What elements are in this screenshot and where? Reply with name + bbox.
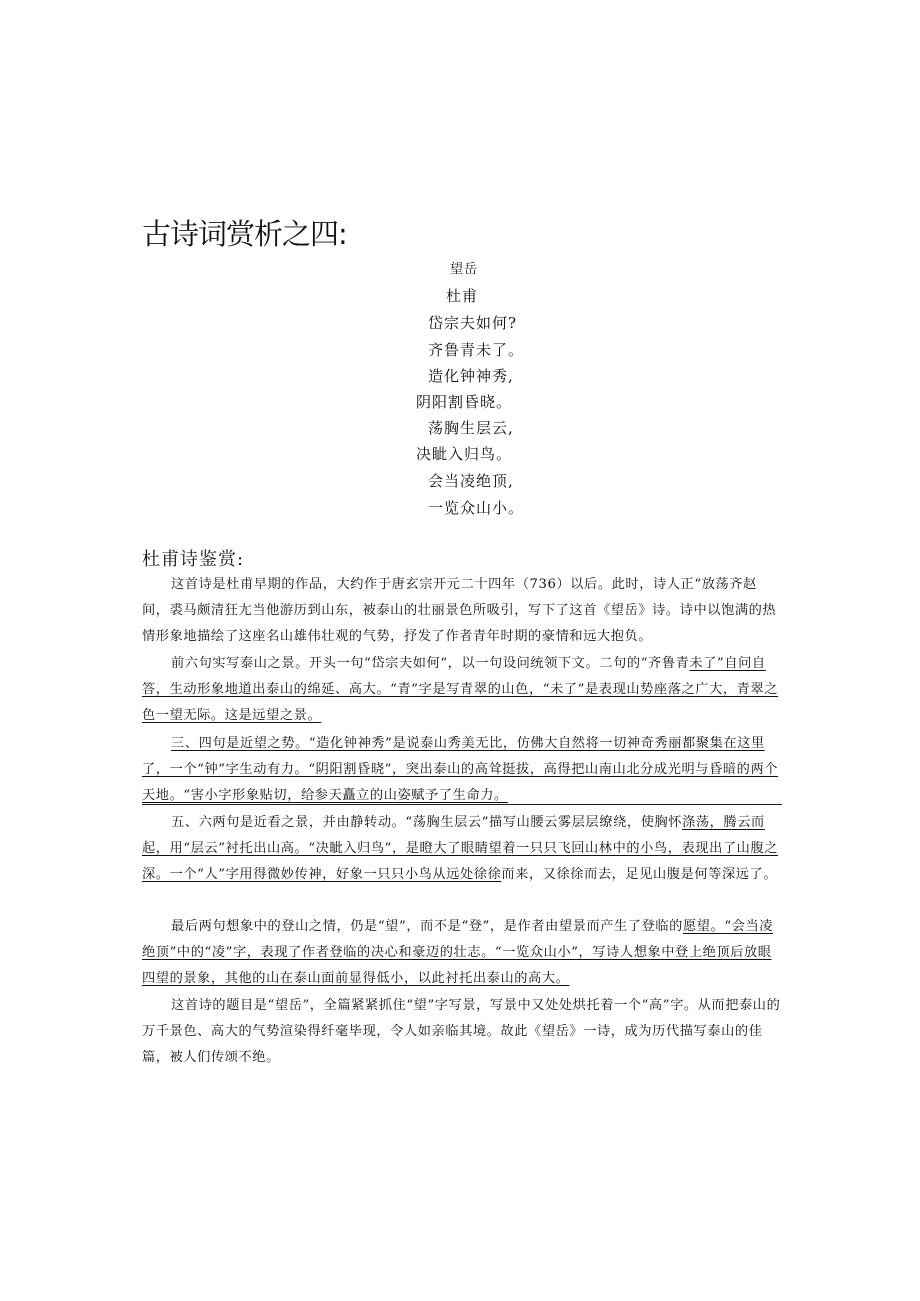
paragraph-2-text: 前六句实写泰山之景。开头一句“岱宗夫如何“，以一句设问统领下文。二句的“齐鲁青	[171, 656, 690, 671]
paragraph-3	[142, 731, 782, 809]
poem-line-5: 荡胸生层云,	[428, 419, 514, 437]
divider-line	[142, 804, 782, 805]
poem-line-2: 齐鲁青未了。	[428, 341, 525, 359]
paragraph-5-underlined: 愿望。“会当凌绝顶”中的“凌”字，表现了作者登临的决心和豪迈的壮志。“一览众山小”，写诗人想象中登上绝顶后放眼四望的景象，其他的山在泰山面前显得低小，以此衬托出泰山的高大。	[142, 919, 774, 986]
paragraph-6: 这首诗的题目是“望岳”，全篇紧紧抓住“望”字写景，写景中又处处烘托着一个“高”字。从而把泰山的万千景色、高大的气势渲染得纤毫毕现，令人如亲临其境。故此《望岳》一诗，成为历代描写泰山的佳篇，被人们传颂不绝。	[142, 998, 781, 1065]
paragraph-5-text: 最后两句想象中的登山之情，仍是“望”，而不是“登”，是作者由望景而产生了登临的	[171, 919, 683, 934]
paragraph-4-text: 五、六两句是近看之景，并由静转动。“荡胸生层云”描写山腰云雾层层缭绕，使胸怀	[171, 815, 683, 830]
paragraph-4	[142, 810, 782, 888]
poem-line-4: 阴阳割昏晓。	[416, 393, 513, 411]
poem-line-3: 造化钟神秀,	[428, 367, 514, 385]
poem-line-6: 决眦入归鸟。	[416, 445, 513, 463]
poem-line-7: 会当凌绝顶,	[428, 472, 514, 490]
poem-line-1: 岱宗夫如何?	[428, 314, 518, 332]
page-title: 古诗词赏析之四:	[142, 217, 347, 251]
poem-line-8: 一览众山小。	[428, 499, 525, 517]
appreciation-heading: 杜甫诗鉴赏:	[142, 549, 245, 570]
paragraph-5	[142, 914, 782, 992]
paragraph-4-tail: 而来，又徐徐而去，足见山腹是何等深远了。	[501, 867, 778, 882]
paragraph-1: 这首诗是杜甫早期的作品，大约作于唐玄宗开元二十四年（736）以后。此时，诗人正“放荡齐赵间，裘马颇清狂尢当他游历到山东，被泰山的壮丽景色所吸引，写下了这首《望岳》诗。诗中以饱满的热情形象地描绘了这座名山雄伟壮观的气势，抒发了作者青年时期的豪情和远大抱负。	[142, 577, 777, 644]
paragraph-3-underlined: 三、四句是近望之势。“造化钟神秀”是说泰山秀美无比，仿佛大自然将一切神奇秀丽都聚集在这里了，一个“钟”字生动有力。“阴阳割昏晓”，突出泰山的高耸挺拔，高得把山南山北分成光明与昏暗的两个天地。“害小字形象贴切，给参天矗立的山姿赋予了生命力。	[142, 736, 779, 803]
poem-author: 杜甫	[446, 287, 479, 305]
paragraph-4-underlined: 涤荡，腾云而起，用“层云”衬托出山高。“决眦入归鸟”，是瞪大了眼睛望着一只只飞回山林中的小鸟，表现出了山腹之深。一个“人”字用得微妙传神，好象一只只小鸟从远处徐徐	[142, 815, 779, 882]
paragraph-2	[142, 651, 782, 729]
poem-title: 望岳	[450, 262, 479, 277]
paragraph-2-underlined: 未了”自问自答，生动形象地道出泰山的绵延、高大。“青”字是写青翠的山色，“未了”是表现山势座落之广大，青翠之色一望无际。这是远望之景。	[142, 656, 779, 723]
